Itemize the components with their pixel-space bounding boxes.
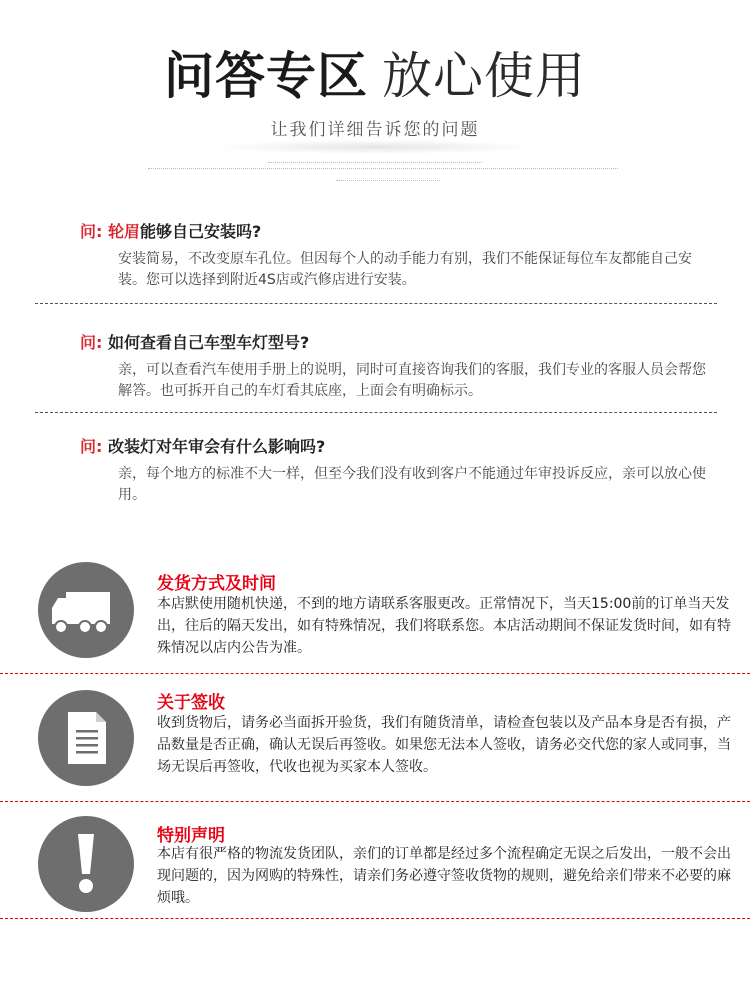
question xyxy=(80,434,325,457)
info-section-notice xyxy=(0,816,750,926)
exclamation-icon xyxy=(38,816,134,912)
question-mark: 问: xyxy=(80,333,103,352)
divider-red xyxy=(0,918,750,919)
info-section-shipping xyxy=(0,562,750,672)
divider-red xyxy=(0,801,750,802)
question xyxy=(80,219,261,242)
decorative-line xyxy=(148,168,618,169)
answer: 亲，每个地方的标准不大一样，但至今我们没有收到客户不能通过年审投诉反应，亲可以放心使用。 xyxy=(118,466,706,503)
info-title: 特别声明 xyxy=(157,826,225,846)
page-title xyxy=(0,44,750,108)
decorative-line xyxy=(336,180,440,181)
divider xyxy=(35,412,717,413)
info-text: 本店默使用随机快递，不到的地方请联系客服更改。正常情况下，当天15:00前的订单当天发出，往后的隔天发出，如有特殊情况，我们将联系您。本店活动期间不保证发货时间，如有特殊情况以店内公告为准。 xyxy=(157,596,731,656)
page-title-bold: 问答专区 xyxy=(164,47,368,105)
info-text: 收到货物后，请务必当面拆开验货，我们有随货清单，请检查包装以及产品本身是否有损，产品数量是否正确，确认无误后再签收。如果您无法本人签收，请务必交代您的家人或同事，当场无误后再签收，代收也视为买家本人签收。 xyxy=(157,715,731,775)
header xyxy=(0,0,750,190)
qa-item xyxy=(0,219,750,289)
question-text: 改装灯对年审会有什么影响吗? xyxy=(107,437,326,456)
question-text: 能够自己安装吗? xyxy=(140,222,262,241)
divider xyxy=(35,303,717,304)
question-mark: 问: xyxy=(80,222,103,241)
document-icon xyxy=(38,690,134,786)
page-title-light: 放心使用 xyxy=(382,47,586,105)
info-title: 关于签收 xyxy=(157,693,225,713)
question-text: 如何查看自己车型车灯型号? xyxy=(107,333,310,352)
answer: 安装简易，不改变原车孔位。但因每个人的动手能力有别，我们不能保证每位车友都能自己安装。您可以选择到附近4S店或汽修店进行安装。 xyxy=(118,251,692,288)
page-subtitle: 让我们详细告诉您的问题 xyxy=(270,120,480,140)
qa-item xyxy=(0,434,750,504)
question xyxy=(80,330,309,353)
info-text: 本店有很严格的物流发货团队，亲们的订单都是经过多个流程确定无误之后发出，一般不会出现问题的，因为网购的特殊性，请亲们务必遵守签收货物的规则，避免给亲们带来不必要的麻烦哦。 xyxy=(157,846,731,906)
decorative-line xyxy=(268,162,482,163)
truck-icon xyxy=(38,562,134,658)
qa-item xyxy=(0,330,750,400)
divider-red xyxy=(0,673,750,674)
question-highlight: 轮眉 xyxy=(107,222,140,241)
info-title: 发货方式及时间 xyxy=(157,574,276,594)
subtitle-shadow xyxy=(210,140,540,154)
info-section-receipt xyxy=(0,688,750,798)
answer: 亲，可以查看汽车使用手册上的说明，同时可直接咨询我们的客服，我们专业的客服人员会帮您解答。也可拆开自己的车灯看其底座，上面会有明确标示。 xyxy=(118,362,706,399)
question-mark: 问: xyxy=(80,437,103,456)
